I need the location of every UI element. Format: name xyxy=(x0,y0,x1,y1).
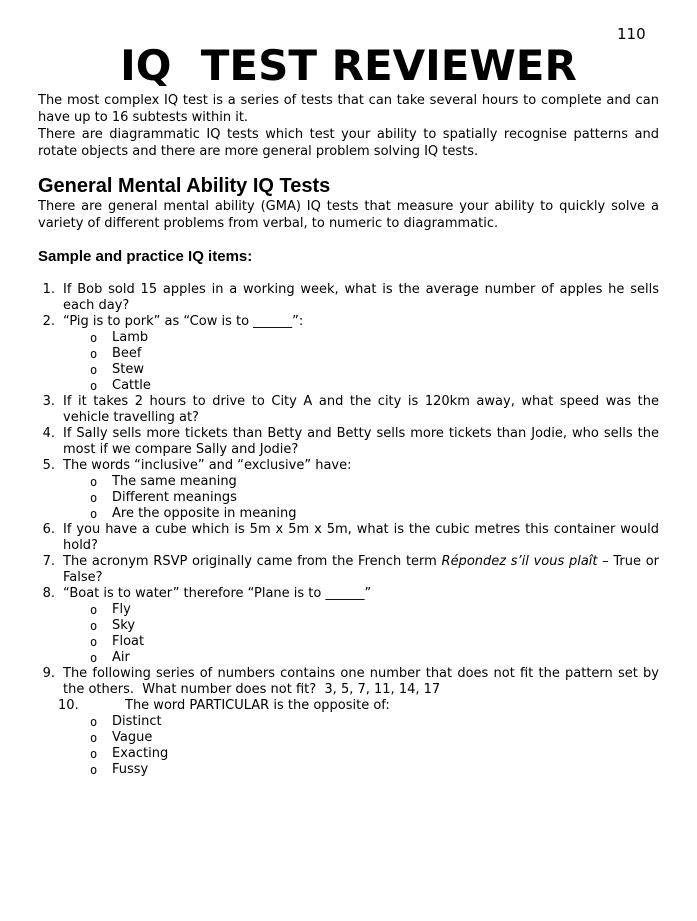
question-number: 10. xyxy=(58,698,79,713)
question-number: 8. xyxy=(42,586,55,601)
question-text-before: The acronym RSVP originally came from the French term xyxy=(63,554,442,569)
question-number: 7. xyxy=(42,554,55,569)
page-number-text: 110 xyxy=(617,25,646,43)
option-text: Vague xyxy=(112,730,153,745)
section-paragraph: There are general mental ability (GMA) IQ tests that measure your ability to quickly solve a variety of different problems from verbal, to numeric to diagrammatic. xyxy=(38,199,659,231)
option-item xyxy=(90,474,659,490)
circle-bullet-icon: o xyxy=(90,507,98,521)
question-item xyxy=(38,314,659,330)
option-text: Cattle xyxy=(112,378,151,393)
option-item xyxy=(90,730,659,746)
option-item xyxy=(90,714,659,730)
sub-heading: Sample and practice IQ items: xyxy=(38,248,253,265)
circle-bullet-icon: o xyxy=(90,331,98,345)
question-text: “Pig is to pork” as “Cow is to ______”: xyxy=(63,314,304,329)
question-item xyxy=(38,282,664,314)
page-number xyxy=(617,25,657,43)
option-item xyxy=(90,330,659,346)
option-text: Are the opposite in meaning xyxy=(112,506,297,521)
question-number: 1. xyxy=(42,282,55,297)
question-text: “Boat is to water” therefore “Plane is to ______” xyxy=(63,586,372,601)
option-item xyxy=(90,362,659,378)
question-text: The word PARTICULAR is the opposite of: xyxy=(125,698,390,713)
question-number: 4. xyxy=(42,426,55,441)
question-item xyxy=(38,666,664,698)
option-text: Different meanings xyxy=(112,490,237,505)
circle-bullet-icon: o xyxy=(90,619,98,633)
question-item xyxy=(38,394,664,426)
option-item xyxy=(90,762,659,778)
question-text: If Sally sells more tickets than Betty and Betty sells more tickets than Jodie, who sells the most if we compare Sally and Jodie? xyxy=(63,426,664,457)
question-item xyxy=(38,426,664,458)
circle-bullet-icon: o xyxy=(90,491,98,505)
question-number: 2. xyxy=(42,314,55,329)
document-content xyxy=(0,40,697,778)
document-page xyxy=(0,25,697,921)
section-heading: General Mental Ability IQ Tests xyxy=(38,175,331,197)
question-text-after: – True or False? xyxy=(63,554,664,585)
option-text: The same meaning xyxy=(112,474,237,489)
option-item xyxy=(90,618,659,634)
option-text: Stew xyxy=(112,362,144,377)
circle-bullet-icon: o xyxy=(90,715,98,729)
question-text: If you have a cube which is 5m x 5m x 5m, what is the cubic metres this container would hold? xyxy=(63,522,664,553)
option-text: Fly xyxy=(112,602,131,617)
option-text: Float xyxy=(112,634,145,649)
option-item xyxy=(90,490,659,506)
circle-bullet-icon: o xyxy=(90,475,98,489)
question-item xyxy=(38,554,664,586)
question-text: If Bob sold 15 apples in a working week, what is the average number of apples he sells each day? xyxy=(63,282,664,313)
option-item xyxy=(90,602,659,618)
question-number: 5. xyxy=(42,458,55,473)
question-text: If it takes 2 hours to drive to City A and the city is 120km away, what speed was the vehicle travelling at? xyxy=(63,394,664,425)
circle-bullet-icon: o xyxy=(90,747,98,761)
circle-bullet-icon: o xyxy=(90,651,98,665)
question-item xyxy=(38,522,664,554)
option-text: Exacting xyxy=(112,746,169,761)
circle-bullet-icon: o xyxy=(90,347,98,361)
circle-bullet-icon: o xyxy=(90,731,98,745)
question-item xyxy=(38,458,659,474)
option-text: Beef xyxy=(112,346,142,361)
question-text: The following series of numbers contains one number that does not fit the pattern set by the others. What number does not fit? 3, 5, 7, 11, 14, 17 xyxy=(63,666,664,697)
option-item xyxy=(90,378,659,394)
option-item xyxy=(90,506,659,522)
option-item xyxy=(90,634,659,650)
option-item xyxy=(90,650,659,666)
circle-bullet-icon: o xyxy=(90,379,98,393)
question-text-italic: Répondez s’il vous plaît xyxy=(441,554,598,569)
option-item xyxy=(90,346,659,362)
option-item xyxy=(90,746,659,762)
question-list xyxy=(38,282,664,778)
option-text: Fussy xyxy=(112,762,149,777)
circle-bullet-icon: o xyxy=(90,603,98,617)
circle-bullet-icon: o xyxy=(90,363,98,377)
option-text: Distinct xyxy=(112,714,162,729)
question-number: 3. xyxy=(42,394,55,409)
question-item xyxy=(38,586,659,602)
question-item xyxy=(38,698,659,714)
circle-bullet-icon: o xyxy=(90,635,98,649)
question-text xyxy=(63,554,664,586)
option-text: Air xyxy=(112,650,130,665)
document-title: IQ TEST REVIEWER xyxy=(120,41,577,90)
option-text: Lamb xyxy=(112,330,149,345)
circle-bullet-icon: o xyxy=(90,763,98,777)
question-number: 6. xyxy=(42,522,55,537)
question-text: The words “inclusive” and “exclusive” have: xyxy=(63,458,352,473)
intro-paragraph-2: There are diagrammatic IQ tests which test your ability to spatially recognise patterns and rotate objects and there are more general problem solving IQ tests. xyxy=(38,127,659,159)
question-number: 9. xyxy=(42,666,55,681)
intro-paragraph-1: The most complex IQ test is a series of tests that can take several hours to complete and can have up to 16 subtests within it. xyxy=(38,93,659,125)
option-text: Sky xyxy=(112,618,136,633)
